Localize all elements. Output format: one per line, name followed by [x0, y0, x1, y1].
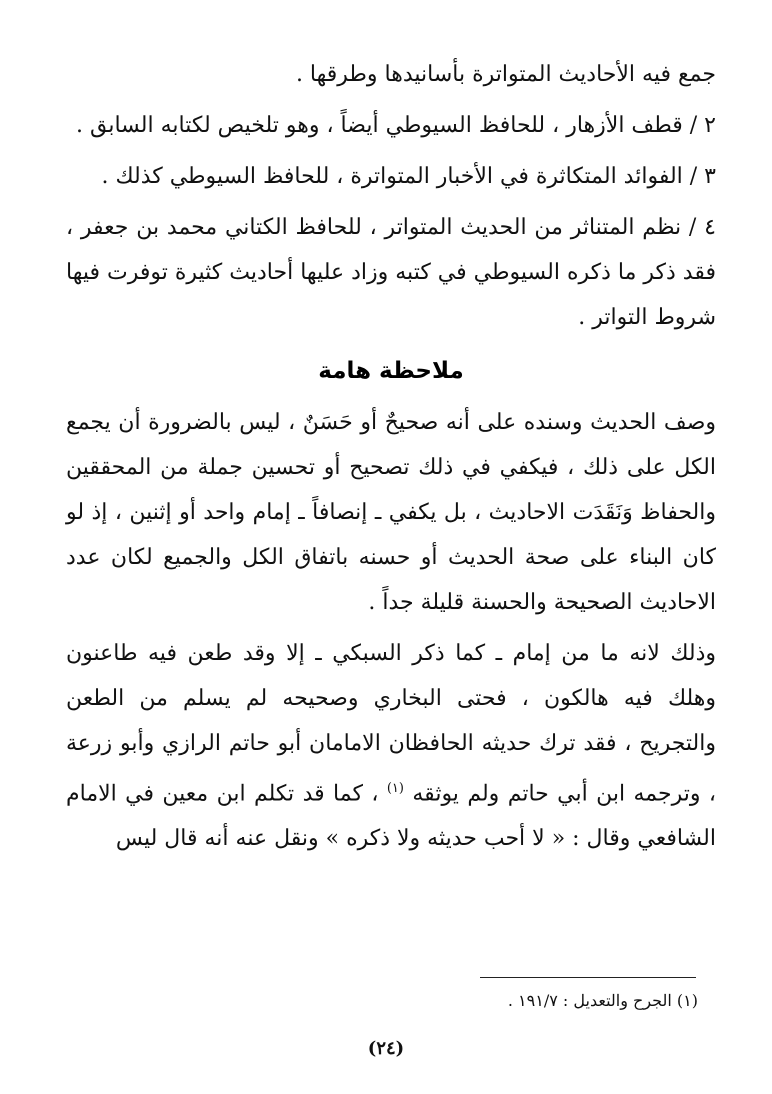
- paragraph-6: [66, 631, 716, 861]
- footnote: (١) الجرح والتعديل : ١٩١/٧ .: [507, 991, 698, 1010]
- footnote-divider: [480, 977, 696, 978]
- paragraph-5: وصف الحديث وسنده على أنه صحيحٌ أو حَسَنٌ ، ليس بالضرورة أن يجمع الكل على ذلك ، فيكفي في ذلك تصحيح أو تحسين جملة من المحققين والحفاظ وَنَقَدَت الاحاديث ، بل يكفي ـ إنصافاً ـ إمام واحد أو إثنين ، إذ لو كان البناء على صحة الحديث أو حسنه باتفاق الكل والجميع لكان عدد الاحاديث الصحيحة والحسنة قليلة جداً .: [66, 410, 716, 615]
- paragraph-4: ٤ / نظم المتناثر من الحديث المتواتر ، للحافظ الكتاني محمد بن جعفر ، فقد ذكر ما ذكره السيوطي في كتبه وزاد عليها أحاديث كثيرة توفرت فيها شروط التواتر .: [66, 215, 716, 330]
- paragraph-1: جمع فيه الأحاديث المتواترة بأسانيدها وطرقها .: [295, 62, 716, 87]
- page-body: [66, 52, 716, 867]
- footnote-ref: (١): [386, 781, 404, 796]
- paragraph-6-text-b: ، كما قد تكلم ابن معين في الامام الشافعي وقال : « لا أحب حديثه ولا ذكره » ونقل عنه أنه قال ليس: [66, 781, 716, 852]
- paragraph-2: ٢ / قطف الأزهار ، للحافظ السيوطي أيضاً ، وهو تلخيص لكتابه السابق .: [75, 113, 716, 138]
- page-number: (٢٤): [367, 1038, 405, 1059]
- section-heading: ملاحظة هامة: [318, 358, 464, 384]
- paragraph-3: ٣ / الفوائد المتكاثرة في الأخبار المتواترة ، للحافظ السيوطي كذلك .: [101, 164, 716, 189]
- paragraph-6-text-a: وذلك لانه ما من إمام ـ كما ذكر السبكي ـ إلا وقد طعن فيه طاعنون وهلك فيه هالكون ، فحتى البخاري وصحيحه لم يسلم من الطعن والتجريح ، فقد ترك حديثه الحافظان الامامان أبو حاتم الرازي وأبو زرعة ، وترجمه ابن أبي حاتم ولم يوثقه: [66, 641, 717, 807]
